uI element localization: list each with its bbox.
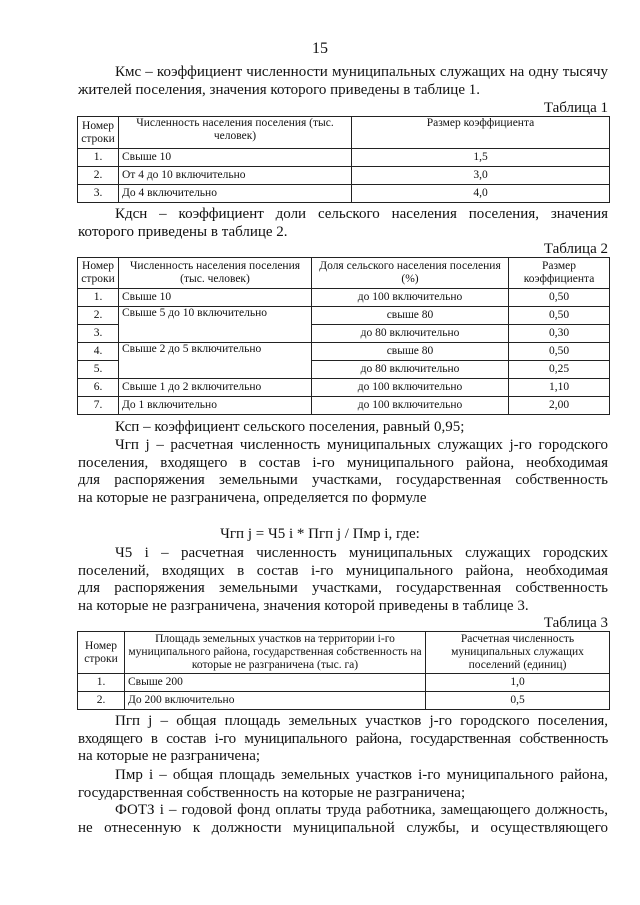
table-cell: Свыше 5 до 10 включительно <box>119 307 312 343</box>
table-cell: до 100 включительно <box>312 379 509 397</box>
table-cell: 1,10 <box>509 379 610 397</box>
table-cell: 1. <box>78 674 125 692</box>
table-row <box>78 674 610 692</box>
paragraph-ksp: Ксп – коэффициент сельского поселения, равный 0,95; <box>115 419 465 435</box>
table-row <box>78 343 610 361</box>
table-cell: От 4 до 10 включительно <box>119 167 352 185</box>
header-cell: Номер строки <box>78 632 125 674</box>
header-cell: Номер строки <box>78 117 119 149</box>
table-cell: 2,00 <box>509 397 610 415</box>
table-cell: 2. <box>78 307 119 325</box>
table-cell: 0,50 <box>509 307 610 325</box>
table-header-row <box>78 258 610 289</box>
table-cell: Свыше 1 до 2 включительно <box>119 379 312 397</box>
header-cell: Доля сельского населения поселения (%) <box>312 258 509 289</box>
table-cell: 2. <box>78 692 125 710</box>
table-row <box>78 397 610 415</box>
table-cell: До 200 включительно <box>125 692 426 710</box>
table-cell: 7. <box>78 397 119 415</box>
table-row <box>78 289 610 307</box>
text-line: для распоряжения земельными участками, государственная собственность <box>78 580 608 596</box>
table-row <box>78 307 610 325</box>
table-cell: свыше 80 <box>312 307 509 325</box>
table-cell: до 80 включительно <box>312 325 509 343</box>
table-cell: 1. <box>78 289 119 307</box>
paragraph-fotz <box>78 802 608 837</box>
paragraph-chgp <box>78 437 608 507</box>
table-cell: До 4 включительно <box>119 185 352 203</box>
table-cell: До 1 включительно <box>119 397 312 415</box>
table-row <box>78 149 610 167</box>
table-cell: 1. <box>78 149 119 167</box>
table-cell: 4. <box>78 343 119 361</box>
table-cell: 1,0 <box>426 674 610 692</box>
table-row <box>78 167 610 185</box>
table-cell: 4,0 <box>352 185 610 203</box>
text-line: не отнесенную к должности муниципальной службы, и осуществляющего <box>78 819 608 836</box>
paragraph-pmr <box>78 767 608 802</box>
text-line: на которые не разграничена, значения которой приведены в таблице 3. <box>78 597 529 614</box>
text-line: жителей поселения, значения которого приведены в таблице 1. <box>78 81 480 98</box>
table-cell: 3,0 <box>352 167 610 185</box>
table-row <box>78 185 610 203</box>
paragraph-ch5 <box>78 545 608 615</box>
table2-caption: Таблица 2 <box>543 241 608 257</box>
paragraph-pgp <box>78 713 608 766</box>
header-cell: Размер коэффициента <box>509 258 610 289</box>
table-cell: 0,50 <box>509 343 610 361</box>
text-line: на которые не разграничена; <box>78 748 261 764</box>
text-line: Ч5 i – расчетная численность муниципальных служащих городских <box>115 545 608 561</box>
table-row <box>78 692 610 710</box>
paragraph-kdsn <box>78 206 608 241</box>
text-line: Чгп j – расчетная численность муниципальных служащих j-го городского <box>115 437 608 453</box>
table-cell: Свыше 10 <box>119 289 312 307</box>
text-line: входящего в состав i-го муниципального района, государственная собственность <box>78 730 608 747</box>
table2 <box>77 257 610 415</box>
table-cell: Свыше 10 <box>119 149 352 167</box>
table-cell: 3. <box>78 185 119 203</box>
table-cell: 1,5 <box>352 149 610 167</box>
table-cell: до 100 включительно <box>312 289 509 307</box>
table-cell: Свыше 2 до 5 включительно <box>119 343 312 379</box>
table1-caption: Таблица 1 <box>543 100 608 116</box>
table-row <box>78 379 610 397</box>
header-cell: Номер строки <box>78 258 119 289</box>
header-cell: Численность населения поселения (тыс. человек) <box>119 258 312 289</box>
text-line: Пмр i – общая площадь земельных участков i-го муниципального района, <box>115 767 608 783</box>
text-line: для распоряжения земельными участками, государственная собственность <box>78 472 608 488</box>
text-line: государственная собственность на которые не разграничена; <box>78 784 466 801</box>
table-cell: Свыше 200 <box>125 674 426 692</box>
table-cell: свыше 80 <box>312 343 509 361</box>
text-line: Кмс – коэффициент численности муниципальных служащих на одну тысячу <box>115 64 608 80</box>
table-header-row <box>78 632 610 674</box>
table-cell: 0,30 <box>509 325 610 343</box>
formula: Чгп j = Ч5 i * Пгп j / Пмр i, где: <box>220 526 420 542</box>
table-cell: 3. <box>78 325 119 343</box>
table-cell: 0,50 <box>509 289 610 307</box>
table-cell: 5. <box>78 361 119 379</box>
text-line: Кдсн – коэффициент доли сельского населения поселения, значения <box>115 206 608 222</box>
table-header-row <box>78 117 610 149</box>
table-cell: 2. <box>78 167 119 185</box>
table-cell: 0,5 <box>426 692 610 710</box>
text-line: которого приведены в таблице 2. <box>78 223 288 240</box>
table-cell: 0,25 <box>509 361 610 379</box>
table3 <box>77 631 610 710</box>
header-cell: Площадь земельных участков на территории i-го муниципального района, государственная собственность на которые не разграничена (тыс. га) <box>125 632 426 674</box>
text-line: Пгп j – общая площадь земельных участков j-го городского поселения, <box>115 713 608 729</box>
table1 <box>77 116 610 203</box>
table-cell: до 80 включительно <box>312 361 509 379</box>
table-cell: 6. <box>78 379 119 397</box>
table-cell: до 100 включительно <box>312 397 509 415</box>
header-cell: Размер коэффициента <box>352 117 610 149</box>
page-number: 15 <box>312 40 328 57</box>
header-cell: Численность населения поселения (тыс. человек) <box>119 117 352 149</box>
text-line: поселений, входящих в состав i-го муниципального района, необходимая <box>78 562 608 579</box>
header-cell: Расчетная численность муниципальных служащих поселений (единиц) <box>426 632 610 674</box>
paragraph-kms <box>78 64 608 99</box>
text-line: ФОТЗ i – годовой фонд оплаты труда работника, замещающего должность, <box>115 802 608 818</box>
text-line: поселения, входящего в состав i-го муниципального района, необходимая <box>78 454 608 471</box>
table3-caption: Таблица 3 <box>543 615 608 631</box>
text-line: на которые не разграничена, определяется по формуле <box>78 489 427 506</box>
